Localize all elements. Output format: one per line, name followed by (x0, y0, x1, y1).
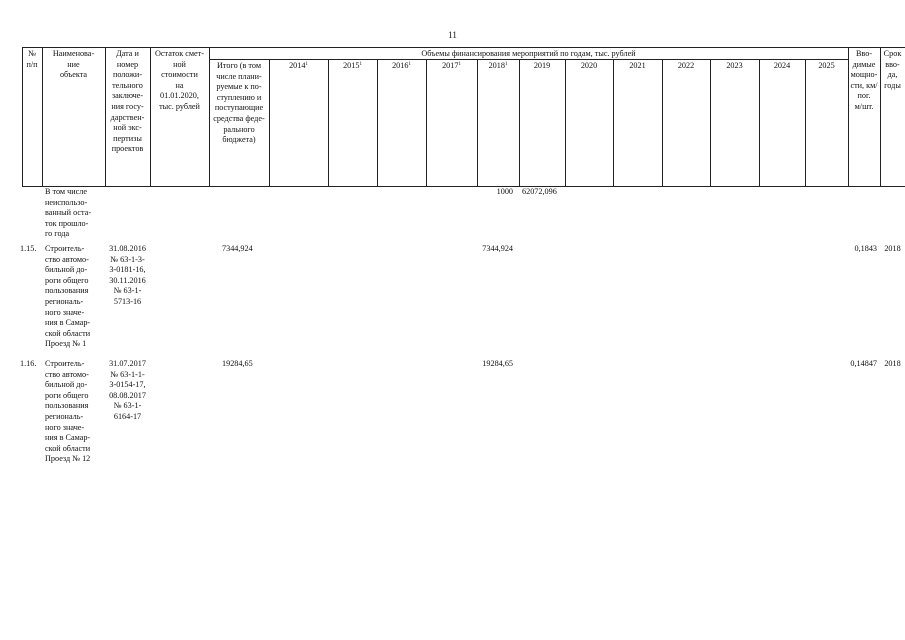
header-total: руемые к по- (216, 82, 262, 92)
row-object-name: Строитель- (45, 244, 85, 253)
row-expertise-date: № 63-1-3- (110, 254, 145, 264)
row-object-name: ного значе- (45, 422, 85, 432)
row-object-name: ния в Самар- (45, 318, 91, 328)
row-expertise-date: № 63-1-1- (110, 369, 145, 379)
header-total: ступлению и (216, 92, 262, 102)
row-object-name: пользования (45, 401, 89, 411)
row-capacity: 0,14847 (850, 359, 877, 368)
column-divider (328, 59, 329, 186)
column-divider (477, 59, 478, 186)
row-object-name: ской области (45, 443, 91, 453)
row-number: 1.15. (20, 244, 37, 253)
header-total: поступающие (214, 103, 264, 113)
header-total: рального (223, 124, 255, 134)
header-capacity: Вво- (855, 49, 873, 58)
header-total: Итого (в том (217, 61, 261, 70)
header-total: числе плани- (216, 71, 262, 81)
row-object-name: Строитель- (45, 359, 85, 368)
column-divider (759, 59, 760, 186)
table-border-top (22, 47, 905, 48)
header-capacity: сти, км/ (850, 80, 878, 90)
header-year-2019 (519, 61, 565, 72)
row-object-name: бильной до- (45, 265, 88, 275)
column-divider (565, 59, 566, 186)
year-label: 2023 (726, 61, 743, 70)
row-object-name: ванный оста- (45, 208, 92, 218)
row-object-name: ток прошло- (45, 218, 89, 228)
header-funding-title: Объемы финансирования мероприятий по годам, тыс. рублей (421, 49, 636, 58)
year-label: 2014 (289, 61, 306, 70)
row-value-2018: 19284,65 (482, 359, 513, 368)
header-date: положи- (112, 70, 143, 80)
header-year-2016 (377, 61, 426, 72)
header-date: заключе- (111, 91, 144, 101)
column-divider (519, 59, 520, 186)
column-divider (710, 59, 711, 186)
header-date: Дата и (116, 49, 139, 58)
header-remainder: 01.01.2020, (160, 91, 199, 101)
row-object-name: региональ- (45, 412, 84, 421)
year-label: 2022 (677, 61, 695, 70)
row-object-name: роги общего (45, 275, 89, 285)
column-divider (377, 59, 378, 186)
year-footnote-mark: 1 (408, 62, 411, 67)
year-label: 2019 (533, 61, 551, 70)
row-object-name: ния в Самар- (45, 433, 91, 443)
header-total: бюджета) (222, 135, 256, 145)
header-name: Наименова- (52, 49, 95, 58)
header-year-2014 (269, 61, 328, 72)
header-date: ния госу- (111, 102, 144, 111)
row-object-name: В том числе (45, 187, 87, 196)
header-capacity: м/шт. (854, 102, 874, 111)
row-expertise-date: 08.08.2017 (109, 390, 146, 400)
header-remainder: на (175, 80, 184, 90)
row-value-2018: 1000 (496, 187, 513, 196)
header-date: проектов (111, 144, 144, 154)
header-year-2017 (426, 61, 477, 72)
year-label: 2016 (392, 61, 409, 70)
row-object-name: ской области (45, 328, 91, 338)
row-object-name: Проезд № 12 (45, 454, 91, 464)
header-date: номер (116, 59, 139, 69)
header-name: объекта (59, 70, 88, 80)
header-year-2020 (565, 61, 613, 72)
header-term: годы (884, 80, 901, 90)
header-term: да, (887, 70, 898, 80)
header-num: № (28, 49, 36, 58)
row-object-name: ного значе- (45, 307, 85, 317)
header-year-2023 (710, 61, 759, 72)
header-capacity: димые (852, 59, 876, 69)
row-object-name: Проезд № 1 (45, 339, 87, 349)
header-term: Срок (883, 49, 902, 58)
year-label: 2015 (343, 61, 360, 70)
row-object-name: бильной до- (45, 380, 88, 390)
row-number: 1.16. (20, 359, 37, 368)
header-remainder: стоимости (161, 70, 198, 80)
row-total: 19284,65 (222, 359, 253, 368)
column-divider (805, 59, 806, 186)
row-expertise-date: № 63-1- (113, 286, 142, 296)
year-label: 2018 (488, 61, 505, 70)
year-label: 2025 (818, 61, 835, 70)
year-footnote-mark: 1 (504, 62, 508, 67)
header-remainder: ной (173, 59, 186, 69)
column-divider (426, 59, 427, 186)
header-num: п/п (26, 59, 38, 69)
row-expertise-date: 5713-16 (113, 297, 142, 306)
header-date: дарствен- (110, 112, 145, 122)
row-expertise-date: 6164-17 (113, 412, 142, 421)
row-expertise-date: 3-0181-16, (109, 265, 146, 275)
header-term: вво- (885, 59, 900, 69)
row-expertise-date: № 63-1- (113, 401, 142, 411)
header-year-2015 (328, 61, 377, 72)
header-remainder: тыс. рублей (159, 102, 200, 111)
row-value-2018: 7344,924 (482, 244, 513, 253)
row-object-name: ство автомо- (45, 254, 89, 264)
column-divider (613, 59, 614, 186)
row-value-2019: 62072,096 (522, 187, 557, 196)
header-capacity: пог. (857, 91, 871, 101)
row-object-name: го года (45, 229, 70, 239)
row-total: 7344,924 (222, 244, 253, 253)
row-object-name: неиспользо- (45, 197, 88, 207)
row-object-name: ство автомо- (45, 369, 89, 379)
row-capacity: 0,1843 (854, 244, 877, 253)
header-remainder: Остаток смет- (155, 49, 204, 58)
header-date: ной экс- (113, 123, 142, 133)
header-date: пертизы (113, 133, 142, 143)
row-expertise-date: 31.08.2016 (109, 244, 146, 253)
column-divider (662, 59, 663, 186)
year-label: 2021 (629, 61, 646, 70)
row-object-name: пользования (45, 286, 89, 296)
header-year-2018 (477, 61, 519, 72)
row-object-name: региональ- (45, 297, 84, 306)
header-capacity: мощно- (850, 70, 878, 80)
header-name: ние (67, 59, 80, 69)
year-footnote-mark: 1 (305, 62, 308, 67)
year-label: 2020 (580, 61, 598, 70)
year-label: 2024 (773, 61, 791, 70)
header-total: средства феде- (213, 114, 265, 123)
year-footnote-mark: 1 (359, 62, 362, 67)
header-year-2024 (759, 61, 805, 72)
row-term: 2018 (884, 244, 901, 253)
row-object-name: роги общего (45, 390, 89, 400)
row-expertise-date: 3-0154-17, (109, 380, 146, 390)
header-year-2021 (613, 61, 662, 72)
row-expertise-date: 31.07.2017 (109, 359, 146, 368)
header-year-2022 (662, 61, 710, 72)
header-date: тельного (112, 80, 143, 90)
row-expertise-date: 30.11.2016 (109, 275, 146, 285)
header-bottom-line (22, 186, 905, 187)
page-number: 11 (448, 30, 457, 40)
year-footnote-mark: 1 (458, 62, 461, 67)
year-label: 2017 (442, 61, 459, 70)
row-term: 2018 (884, 359, 901, 368)
